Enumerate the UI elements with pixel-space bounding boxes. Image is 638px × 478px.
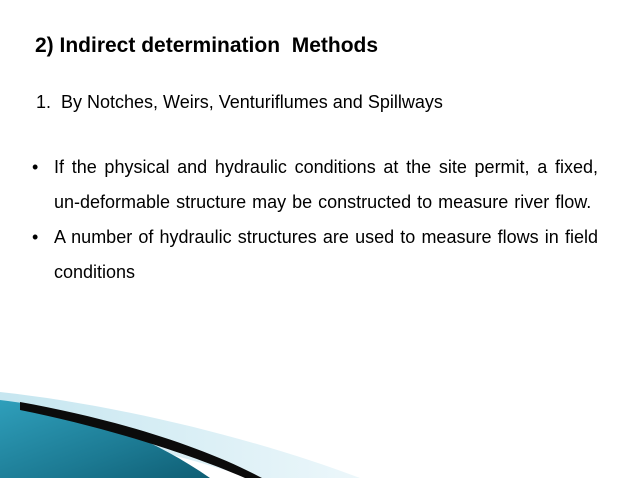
teal-swoosh (0, 400, 210, 478)
bullet-text: If the physical and hydraulic conditions at the site permit, a fixed, un-deformable structure may be constructed to measure river flow. (54, 157, 598, 212)
bullet-marker: • (32, 157, 39, 177)
bullet-list (32, 150, 598, 290)
bullet-text: A number of hydraulic structures are used to measure flows in field conditions (54, 227, 598, 282)
bullet-item (32, 150, 598, 220)
slide-subtitle: 1. By Notches, Weirs, Venturiflumes and Spillways (36, 92, 443, 112)
slide-title: 2) Indirect determination Methods (35, 34, 379, 57)
bullet-item (32, 220, 598, 290)
light-swoosh (0, 392, 360, 478)
bullet-marker: • (32, 227, 39, 247)
dark-swoosh (20, 402, 262, 478)
